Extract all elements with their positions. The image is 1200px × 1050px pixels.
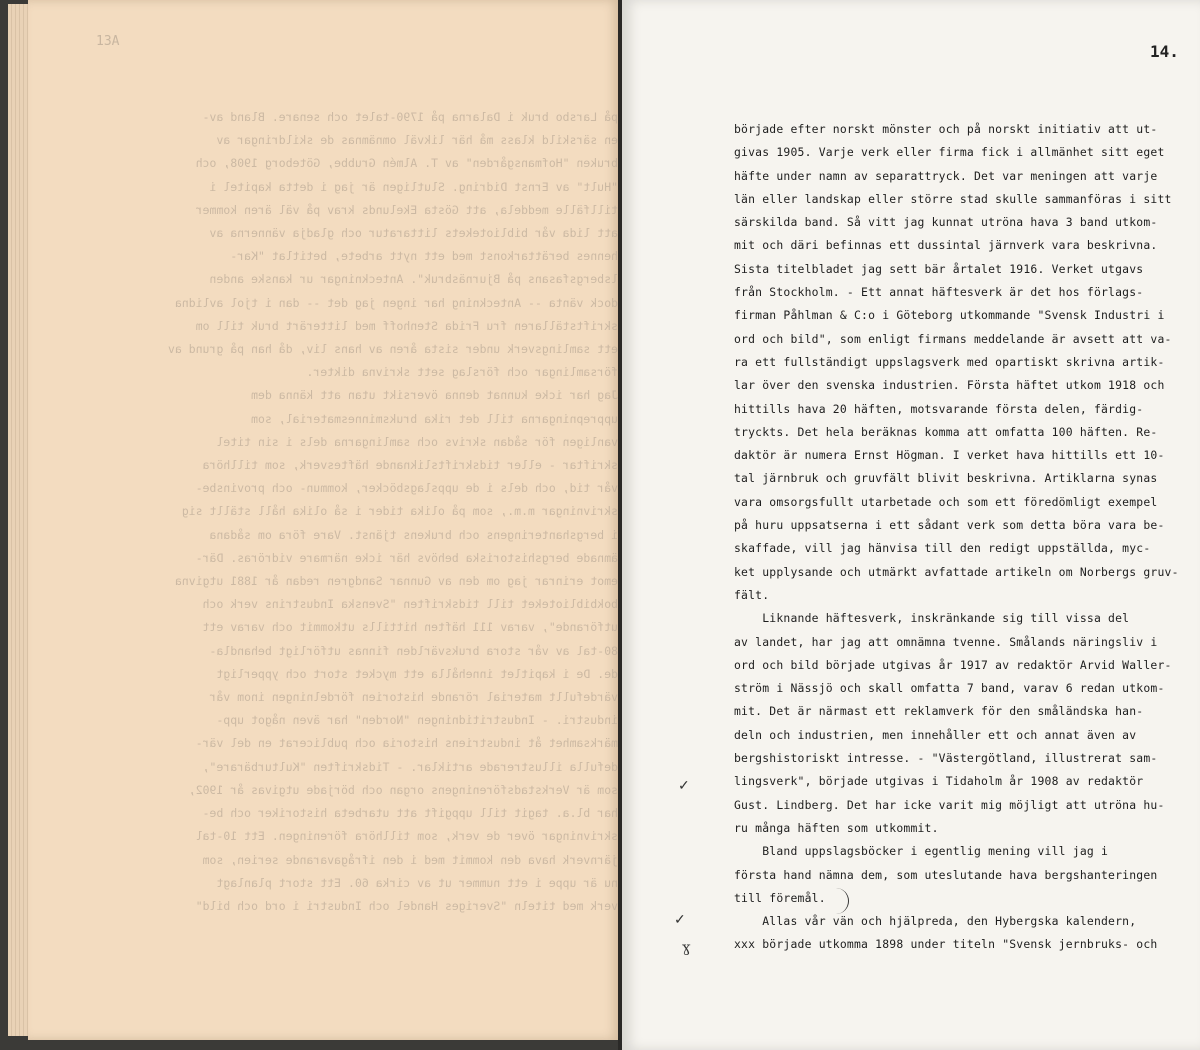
text-line: Bland uppslagsböcker i egentlig mening vill jag i [734,844,1109,859]
text-line: ord och bild började utgivas år 1917 av redaktör Arvid Waller- [734,657,1172,672]
margin-pen-mark: ɣ [682,940,691,956]
margin-check-mark: ✓ [678,778,690,794]
ghost-line: vanligen för sådan skrivs och samlingarna dels i sin titel [216,434,618,449]
ghost-line: skriftar - eller tidskriftsliknande häftesverk, som tillhöra [202,458,618,473]
ghost-line: har bl.a. tagit till uppgift att utarbeta historiker och be- [202,806,618,821]
text-line: mit och däri befinnas ett dussintal järnverk vara beskrivna. [734,238,1158,253]
ghost-line: värdefullt material rörande historien fördelningen inom vår [209,690,618,705]
text-line: Liknande häftesverk, inskränkande sig till vissa del [734,611,1130,626]
text-line: häfte under namn av separattryck. Det var meningen att varje [734,168,1158,183]
text-line: tal järnbruk och gruvfält blivit beskrivna. Artiklarna synas [734,471,1158,486]
ghost-line: att lida vår bibliotekets littaratur och gladja vännerna av [209,226,618,241]
text-line: skaffade, vill jag hänvisa till den redigt uppställda, myc- [734,541,1151,556]
text-line: tryckts. Det hela beräknas komma att omfatta 100 häften. Re- [734,424,1158,439]
text-line: mit. Det är närmast ett reklamverk för den småländska han- [734,704,1144,719]
text-line: lar över den svenska industrien. Första häftet utkom 1918 och [734,378,1165,393]
text-line: xxx började utkomma 1898 under titeln "Svensk jernbruks- och [734,937,1158,952]
left-page [28,0,620,1040]
text-line: till föremål. [734,890,826,905]
ghost-line: på Larsbo bruk i Dalarna på 1790-talet och senare. Bland av- [202,110,618,124]
text-line: ström i Nässjö och skall omfatta 7 band, varav 6 redan utkom- [734,681,1165,696]
ghost-line: vår tid, och dels i de uppslagsböcker, kommun- och provinsbe- [195,481,618,496]
text-line: firman Påhlman & C:o i Göteborg utkommande "Svensk Industri i [734,308,1165,323]
text-line: daktör är numera Ernst Högman. I verket hava hittills ett 10- [734,448,1165,463]
text-line: givas 1905. Varje verk eller firma fick i allmänhet sitt eget [734,145,1165,160]
text-line: ra ett fullständigt uppslagsverk med opartiskt skrivna artik- [734,354,1165,369]
page-stack-edge [8,4,28,1036]
ghost-line: defulla illustrerade artiklar. - Tidskriften "Kulturbärare", [202,759,618,774]
typewritten-body [734,118,1179,957]
ghost-line: hennes berättarkonst med ett nytt arbete, betitlat "Kar- [230,249,618,264]
text-line: på huru uppsatserna i ett sådant verk som detta böra vara be- [734,518,1165,533]
ghost-line: bokbiblioteket till tidskriften "Svenska Industrins verk och [202,597,618,612]
text-line: lingsverk", började utgivas i Tidaholm år 1908 av redaktör [734,774,1144,789]
text-line: ket upplysande och utmärkt avfattade artikeln om Norbergs gruv- [734,564,1179,579]
margin-check-mark: ✓ [674,912,686,928]
ghost-line: upprepningarna till det rika bruksminnesmaterial, som [251,411,618,426]
text-line: vara omsorgsfullt utarbetade och som ett föredömligt exempel [734,494,1158,509]
ghost-line: de. De i kapitlet innehålla ett mycket stort och ypperligt [216,666,618,681]
ghost-line: emot erinrar jag om den av Gunnar Sandgren redan år 1881 utgivna [174,574,618,589]
text-line: hittills hava 20 häften, motsvarande första delen, färdig- [734,401,1144,416]
text-line: bergshistoriskt intresse. - "Västergötland, illustrerat sam- [734,751,1158,766]
ghost-line: lsbergsfasans på Bjurnäsbruk". Anteckningar ur kanske anden [209,272,618,287]
text-line: första hand nämna dem, som uteslutande hava bergshanteringen [734,867,1158,882]
ghost-line: verk med titeln "Sveriges Handel och Industri i ord och bild" [195,898,618,913]
ghost-line: utförande", varav 111 häften hittills utkommit och varav ett [202,620,618,635]
ghost-line: "Hult" av Ernst Didring. Slutligen är jag i detta kapitel i [209,179,618,194]
ghost-line: ämnade bergshistoriska behövs här icke närmare vidröras. Där- [195,550,618,565]
text-line: Gust. Lindberg. Det har icke varit mig möjligt att utröna hu- [734,797,1165,812]
ghost-line: församlingar och förslag sett skrivna dikter. [306,365,618,380]
ghost-line: skriftställaren fru Frida Stenhoff med litterärt bruk till om [195,318,618,333]
text-line: från Stockholm. - Ett annat häftesverk är det hos förlags- [734,285,1144,300]
ghost-line: märksamhet åt industriens historia och publicerat en del vär- [195,736,618,751]
ghost-line: skrivningar m.m., som på olika tider i så olika håll ställt sig [181,504,618,519]
ghost-line: ett samlingsverk under sista åren av hans liv, då han på grund av [167,342,618,357]
page-number: 14. [1150,42,1179,61]
ghost-line: bruken "Hofmansgården" av T. Almén Grubbe, Göteborg 1908, och [195,156,618,171]
ghost-line: järnverk hava den kommit med i den ifrågavarande serien, som [202,852,618,867]
text-line: län eller landskap eller större stad skulle sammanföras i sitt [734,191,1172,206]
text-line: särskilda band. Så vitt jag kunnat utröna hava 3 band utkom- [734,215,1158,230]
text-line: ru många häften som utkommit. [734,820,939,835]
text-line: började efter norskt mönster och på norskt initiativ att ut- [734,122,1158,136]
text-line: deln och industrien, men innehåller ett och annat även av [734,727,1137,742]
ghost-line: skrivningar över de verk, som tillhöra föreningen. Ett 10-tal [195,829,618,844]
text-line: ord och bild", som enligt firmans meddelande är avsett att va- [734,331,1172,346]
ghost-line: 80-tal av vår stora bruksvärlden finnas utförligt behandla- [209,643,618,658]
ghost-line: nu är uppe i ett nummer ut av cirka 60. Ett stort planlagt [216,875,618,890]
text-line: Sista titelbladet jag sett bär årtalet 1916. Verket utgavs [734,261,1144,276]
ghost-line: dock vänta -- Anteckning har ingen jag det -- dan i tjol avlidna [174,295,618,310]
ghost-page-number: 13A [96,34,120,49]
text-line: Allas vår vän och hjälpreda, den Hybergska kalendern, [734,914,1137,929]
ghost-line: Jag har icke kunnat denna översikt utan att känna dem [251,388,618,403]
text-line: av landet, har jag att omnämna tvenne. Smålands näringsliv i [734,634,1158,649]
ghost-line: en särskild klass må här likväl omnämnas de skildringar av [216,133,618,148]
ghost-line: industri. - Industritidningen "Norden" har även något upp- [216,713,618,728]
text-line: fält. [734,587,770,602]
ghost-line: i bergshanteringens och brukens tjänst. Vare föra om sådana [209,527,618,542]
bleed-through-text [78,106,618,918]
ghost-line: som är Verkstadsföreningens organ och började utgivas år 1902, [188,782,618,797]
ghost-line: tillfälle meddela, att Gösta Ekelunds krav på väl ären kommer [195,202,618,217]
